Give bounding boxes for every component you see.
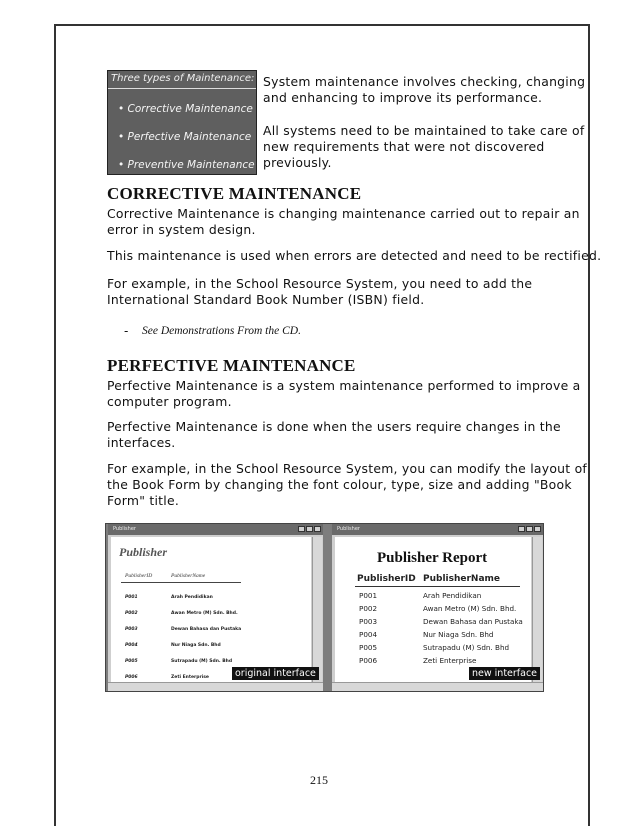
text-line: For example, in the School Resource System, you can modify the layout of — [107, 461, 588, 476]
maximize-icon — [526, 526, 533, 532]
maintenance-types-slide — [107, 70, 257, 175]
intro-paragraph-1 — [263, 74, 585, 106]
row-name: Arah Pendidikan — [171, 595, 213, 600]
close-icon — [314, 526, 321, 532]
row-name: Awan Metro (M) Sdn. Bhd. — [423, 604, 517, 613]
row-name: Nur Niaga Sdn. Bhd — [423, 630, 494, 639]
minimize-icon — [298, 526, 305, 532]
new-interface-label: new interface — [469, 667, 540, 680]
row-name: Sutrapadu (M) Sdn. Bhd — [171, 659, 233, 664]
original-form — [111, 537, 311, 682]
perfective-heading: PERFECTIVE MAINTENANCE — [107, 356, 356, 375]
original-window — [108, 524, 323, 691]
row-id: P003 — [359, 617, 378, 626]
row-id: P002 — [125, 611, 138, 616]
vertical-scrollbar[interactable] — [532, 537, 542, 682]
corrective-heading: CORRECTIVE MAINTENANCE — [107, 184, 362, 203]
header-rule — [121, 582, 241, 583]
record-navigation-bar[interactable] — [108, 682, 323, 691]
row-id: P006 — [125, 675, 138, 680]
text-line: System maintenance involves checking, changing — [263, 74, 586, 89]
corrective-paragraph-2: This maintenance is used when errors are detected and need to be rectified. — [107, 248, 602, 263]
row-name: Awan Metro (M) Sdn. Bhd. — [171, 611, 238, 616]
row-name: Nur Niaga Sdn. Bhd — [171, 643, 221, 648]
header-rule — [355, 586, 520, 587]
corrective-paragraph-1 — [107, 206, 580, 238]
row-id: P004 — [125, 643, 138, 648]
text-line: All systems need to be maintained to take care of — [263, 123, 585, 138]
row-name: Zeti Enterprise — [171, 675, 209, 680]
window-title: Publisher — [337, 526, 360, 532]
demonstration-note: See Demonstrations From the CD. — [142, 325, 301, 337]
record-navigation-bar[interactable] — [332, 682, 543, 691]
intro-paragraph-2 — [263, 123, 584, 171]
bullet-dash: - — [124, 324, 129, 338]
row-id: P003 — [125, 627, 138, 632]
column-header: PublisherID — [357, 574, 416, 584]
row-id: P001 — [125, 595, 138, 600]
column-header: PublisherID — [125, 573, 153, 579]
slide-title: Three types of Maintenance: — [108, 71, 256, 89]
slide-item-preventive: • Preventive Maintenance — [118, 159, 255, 171]
text-line: interfaces. — [107, 435, 176, 450]
form-title: Publisher — [119, 545, 168, 559]
text-line: the Book Form by changing the font colour, type, size and adding "Book — [107, 477, 572, 492]
close-icon — [534, 526, 541, 532]
text-line: and enhancing to improve its performance. — [263, 90, 543, 105]
text-line: Perfective Maintenance is done when the users require changes in the — [107, 419, 561, 434]
row-name: Arah Pendidikan — [423, 591, 482, 600]
text-line: International Standard Book Number (ISBN) field. — [107, 292, 425, 307]
column-header: PublisherName — [423, 574, 501, 584]
text-line: computer program. — [107, 394, 232, 409]
row-id: P001 — [359, 591, 378, 600]
column-header: PublisherName — [171, 573, 206, 579]
window-title: Publisher — [113, 526, 136, 532]
perfective-paragraph-3 — [107, 461, 587, 509]
row-id: P006 — [359, 656, 378, 665]
new-form — [335, 537, 531, 682]
row-id: P005 — [125, 659, 138, 664]
text-line: For example, in the School Resource System, you need to add the — [107, 276, 533, 291]
slide-item-corrective: • Corrective Maintenance — [118, 103, 253, 115]
text-line: Perfective Maintenance is a system maintenance performed to improve a — [107, 378, 581, 393]
vertical-scrollbar[interactable] — [312, 537, 322, 682]
row-name: Zeti Enterprise — [423, 656, 477, 665]
original-interface-label: original interface — [232, 667, 319, 680]
text-line: new requirements that were not discovered — [263, 139, 545, 154]
row-name: Sutrapadu (M) Sdn. Bhd — [423, 643, 510, 652]
window-titlebar — [332, 524, 543, 535]
text-line: Corrective Maintenance is changing maintenance carried out to repair an — [107, 206, 580, 221]
interface-comparison-screenshot — [105, 523, 544, 692]
window-titlebar — [108, 524, 323, 535]
row-id: P005 — [359, 643, 378, 652]
page-number: 215 — [310, 773, 328, 787]
row-id: P002 — [359, 604, 378, 613]
report-title: Publisher Report — [377, 550, 488, 566]
text-line: error in system design. — [107, 222, 256, 237]
maximize-icon — [306, 526, 313, 532]
row-name: Dewan Bahasa dan Pustaka — [423, 617, 523, 626]
new-window — [332, 524, 543, 691]
row-id: P004 — [359, 630, 378, 639]
slide-item-perfective: • Perfective Maintenance — [118, 131, 252, 143]
minimize-icon — [518, 526, 525, 532]
text-line: Form" title. — [107, 493, 180, 508]
row-name: Dewan Bahasa dan Pustaka — [171, 627, 242, 632]
perfective-paragraph-2 — [107, 419, 561, 451]
text-line: previously. — [263, 155, 332, 170]
corrective-paragraph-3 — [107, 276, 532, 308]
perfective-paragraph-1 — [107, 378, 580, 410]
